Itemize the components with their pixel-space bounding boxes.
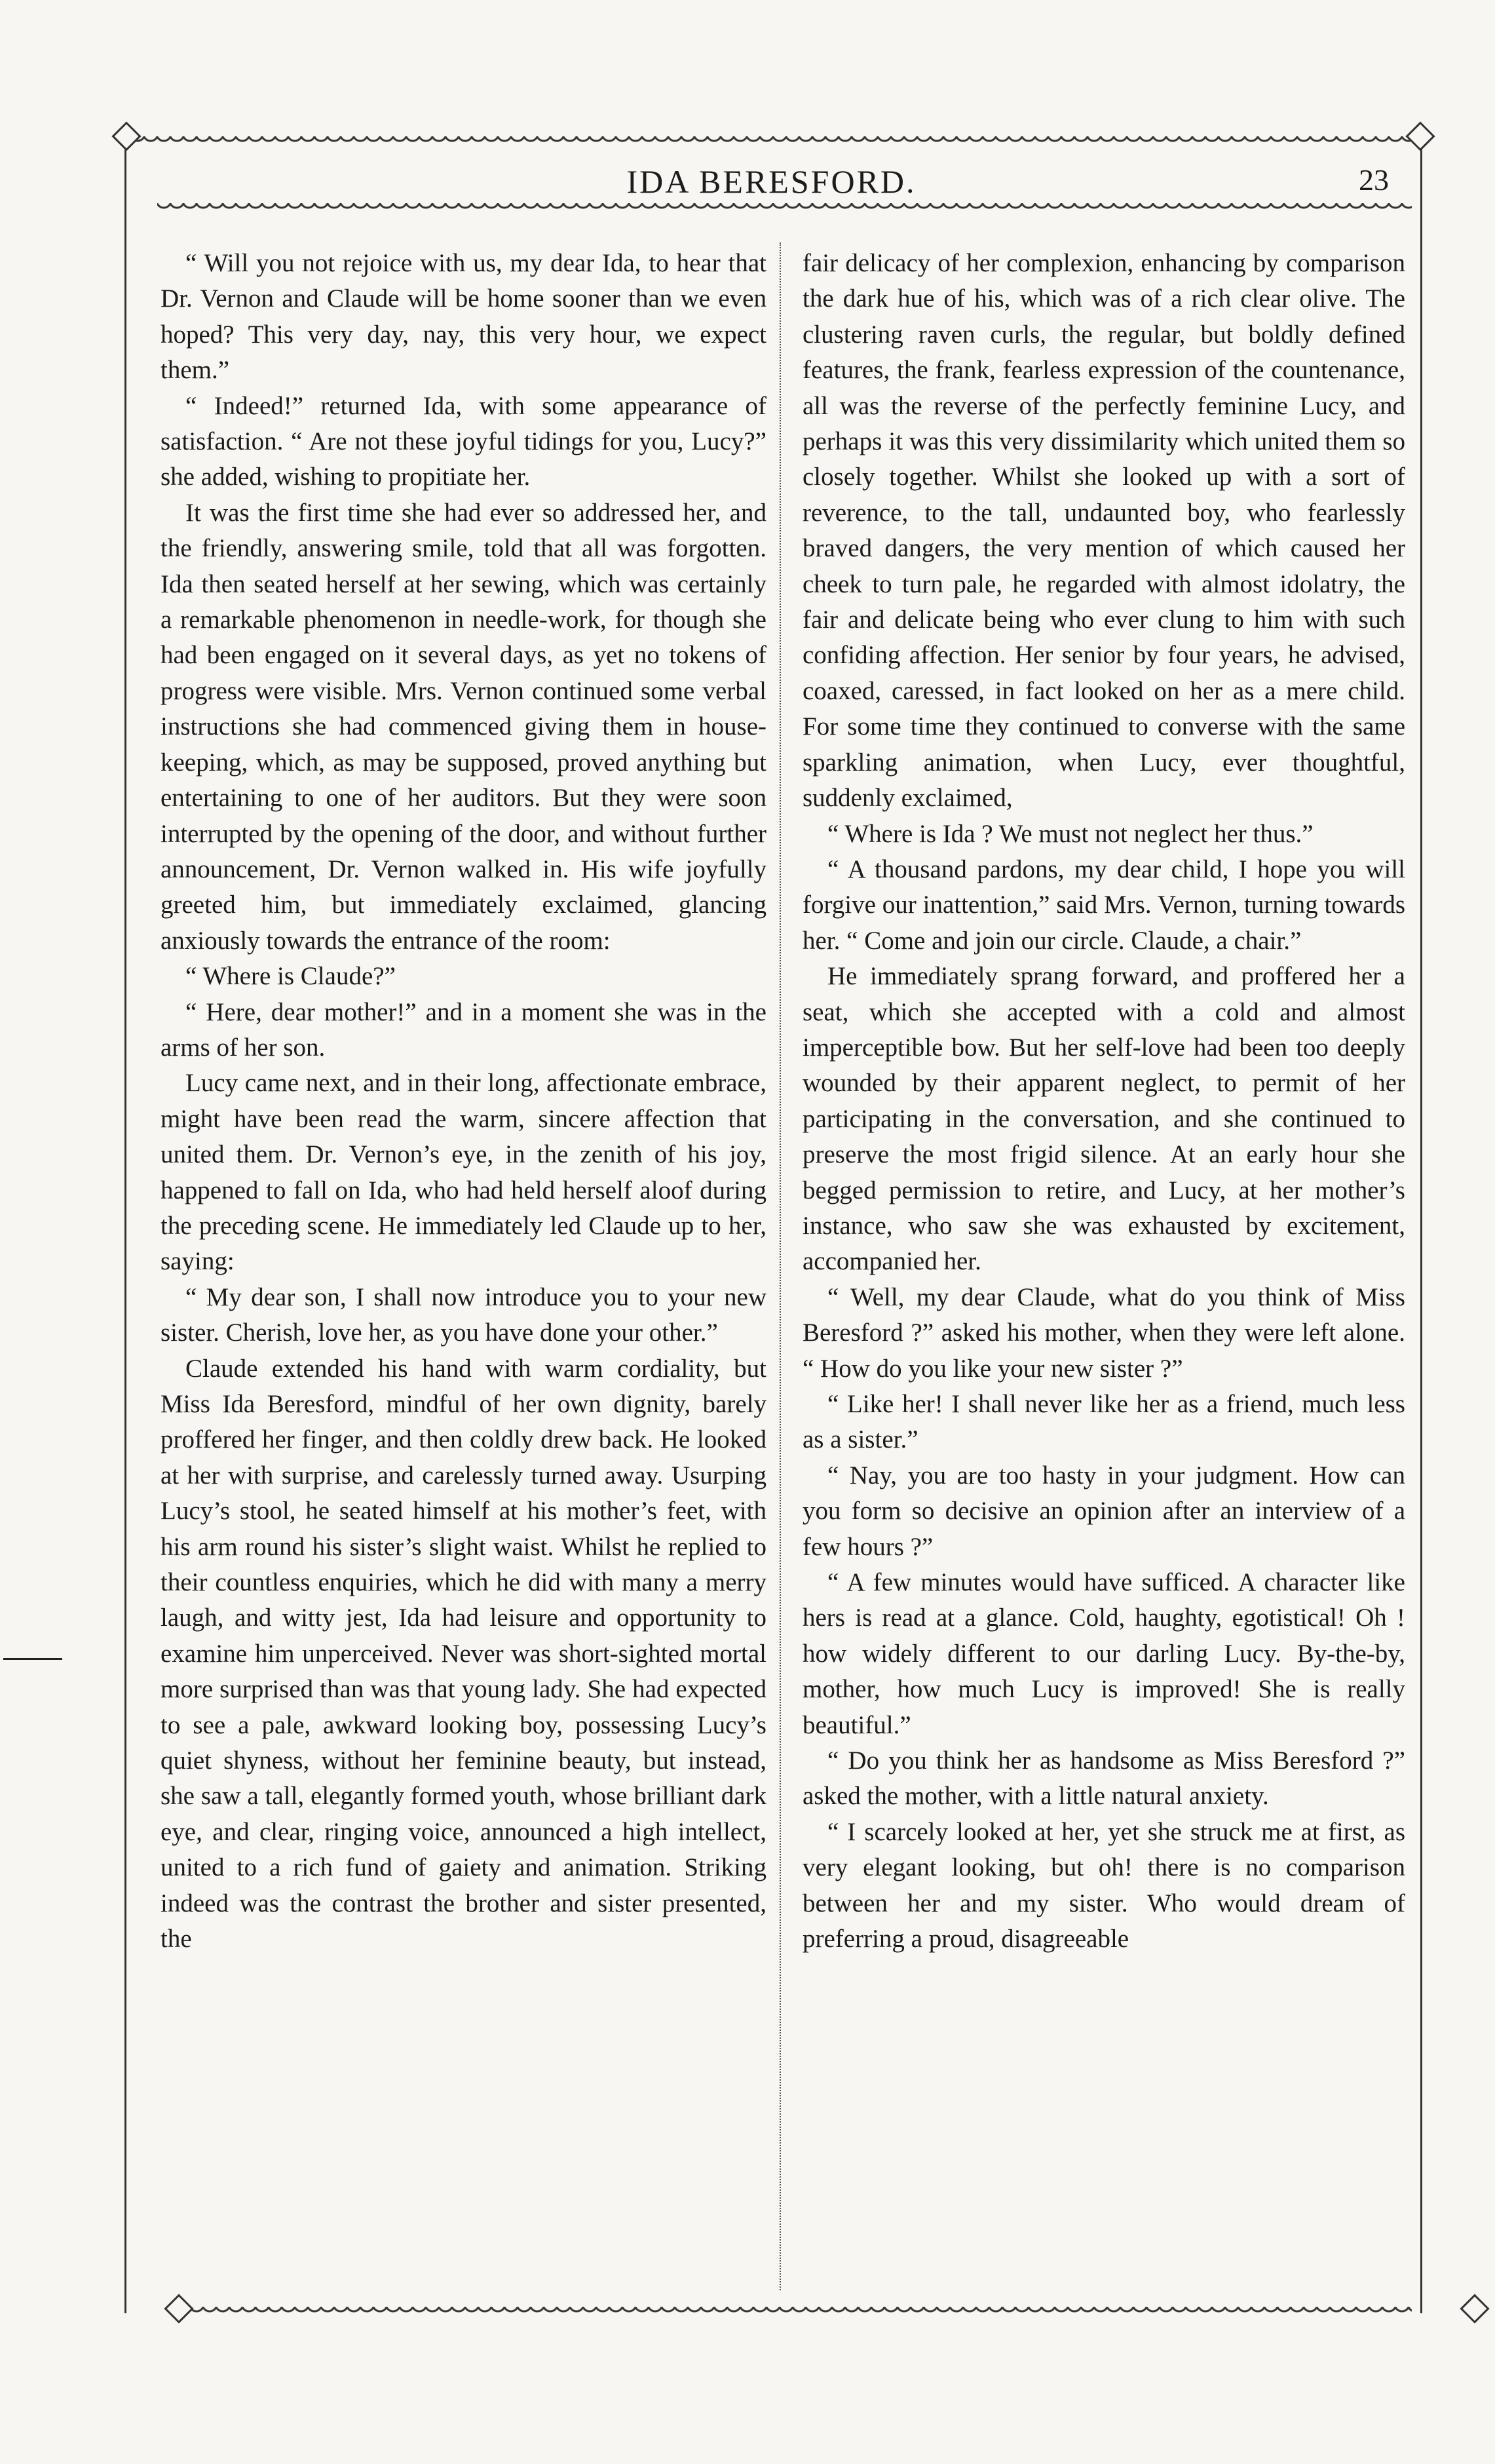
paragraph: “ Here, dear mother!” and in a moment she was in the arms of her son. xyxy=(161,997,766,1062)
margin-mark xyxy=(3,1658,62,1666)
paragraph: “ Well, my dear Claude, what do you think of Miss Beresford ?” asked his mother, when they were left alone. “ How do you like your new sister ?” xyxy=(803,1282,1405,1383)
paragraph: “ Do you think her as handsome as Miss Beresford ?” asked the mother, with a little natural anxiety. xyxy=(803,1746,1405,1811)
paragraph: “ I scarcely looked at her, yet she struck me at first, as very elegant looking, but oh! there is no comparison between her and my sister. Who would dream of preferring a proud, disagreeable xyxy=(803,1817,1405,1954)
paragraph: “ Where is Ida ? We must not neglect her thus.” xyxy=(827,819,1314,848)
paragraph: “ Where is Claude?” xyxy=(185,962,396,991)
left-column xyxy=(161,246,766,1957)
top-ornamental-rule xyxy=(131,136,1412,149)
paragraph: It was the first time she had ever so addressed her, and the friendly, answering smile, told that all was forgotten. Ida then seated herself at her sewing, which was certainly a remarkable phenomenon in needle-work, for though she had been engaged on it several days, as yet no tokens of progress were visible. Mrs. Vernon continued some verbal instructions she had commenced giving them in house-keeping, which, as may be supposed, proved anything but entertaining to one of her auditors. But they were soon interrupted by the opening of the door, and without further announcement, Dr. Vernon walked in. His wife joyfully greeted him, but immediately exclaimed, glancing anxiously towards the entrance of the room: xyxy=(161,498,766,955)
paragraph: “ A few minutes would have sufficed. A character like hers is read at a glance. Cold, haughty, egotistical! Oh ! how widely different to our darling Lucy. By-the-by, mother, how much Lucy is improved! She is really beautiful.” xyxy=(803,1568,1405,1739)
paragraph: “ A thousand pardons, my dear child, I hope you will forgive our inattention,” said Mrs. Vernon, turning towards her. “ Come and join our circle. Claude, a chair.” xyxy=(803,855,1405,955)
right-column xyxy=(803,246,1405,1957)
paragraph: He immediately sprang forward, and proffered her a seat, which she accepted with a cold and almost imperceptible bow. But her self-love had been too deeply wounded by their apparent neglect, to permit of her participating in the conversation, and she continued to preserve the most frigid silence. At an early hour she begged permission to retire, and Lucy, at her mother’s instance, who saw she was exhausted by excitement, accompanied her. xyxy=(803,962,1405,1276)
corner-ornament-icon xyxy=(1460,2294,1489,2323)
paragraph: “ Like her! I shall never like her as a friend, much less as a sister.” xyxy=(803,1390,1405,1454)
page-header xyxy=(124,163,1418,202)
paragraph: “ Indeed!” returned Ida, with some appearance of satisfaction. “ Are not these joyful tidings for you, Lucy?” she added, wishing to propitiate her. xyxy=(161,391,766,491)
column-divider xyxy=(780,242,781,2290)
page-number: 23 xyxy=(1359,163,1389,197)
paragraph: “ My dear son, I shall now introduce you to your new sister. Cherish, love her, as you have done your other.” xyxy=(161,1282,766,1347)
paragraph: Claude extended his hand with warm cordiality, but Miss Ida Beresford, mindful of her own dignity, barely proffered her finger, and then coldly drew back. He looked at her with surprise, and carelessly turned away. Usurping Lucy’s stool, he seated himself at his mother’s feet, with his arm round his sister’s slight waist. Whilst he replied to their countless enquiries, which he did with many a merry laugh, and witty jest, Ida had leisure and opportunity to examine him unperceived. Never was short-sighted mortal more surprised than was that young lady. She had expected to see a pale, awkward looking boy, possessing Lucy’s quiet shyness, without her feminine beauty, but instead, she saw a tall, elegantly formed youth, whose brilliant dark eye, and clear, ringing voice, announced a high intellect, united to a rich fund of gaiety and animation. Striking indeed was the contrast the brother and sister presented, the xyxy=(161,1354,766,1954)
header-ornamental-rule xyxy=(157,203,1412,216)
paragraph: Lucy came next, and in their long, affectionate embrace, might have been read the warm, sincere affection that united them. Dr. Vernon’s eye, in the zenith of his joy, happened to fall on Ida, who had held herself aloof during the preceding scene. He immediately led Claude up to her, saying: xyxy=(161,1069,766,1276)
paragraph: “ Nay, you are too hasty in your judgment. How can you form so decisive an opinion after an interview of a few hours ?” xyxy=(803,1461,1405,1561)
paragraph: “ Will you not rejoice with us, my dear Ida, to hear that Dr. Vernon and Claude will be home sooner than we even hoped? This very day, nay, this very hour, we expect them.” xyxy=(161,249,766,385)
running-title: IDA BERESFORD. xyxy=(626,163,917,200)
bottom-ornamental-rule xyxy=(177,2307,1412,2320)
paragraph-continued: fair delicacy of her complexion, enhancing by comparison the dark hue of his, which was of a rich clear olive. The clustering raven curls, the regular, but boldly defined features, the frank, fearless expression of the countenance, all was the reverse of the perfectly feminine Lucy, and perhaps it was this very dissimilarity which united them so closely together. Whilst she looked up with a sort of reverence, to the tall, undaunted boy, who fearlessly braved dangers, the very mention of which caused her cheek to turn pale, he regarded with almost idolatry, the fair and delicate being who ever clung to him with such confiding affection. Her senior by four years, he advised, coaxed, caressed, in fact looked on her as a mere child. For some time they continued to converse with the same sparkling animation, when Lucy, ever thoughtful, suddenly exclaimed, xyxy=(803,249,1405,813)
